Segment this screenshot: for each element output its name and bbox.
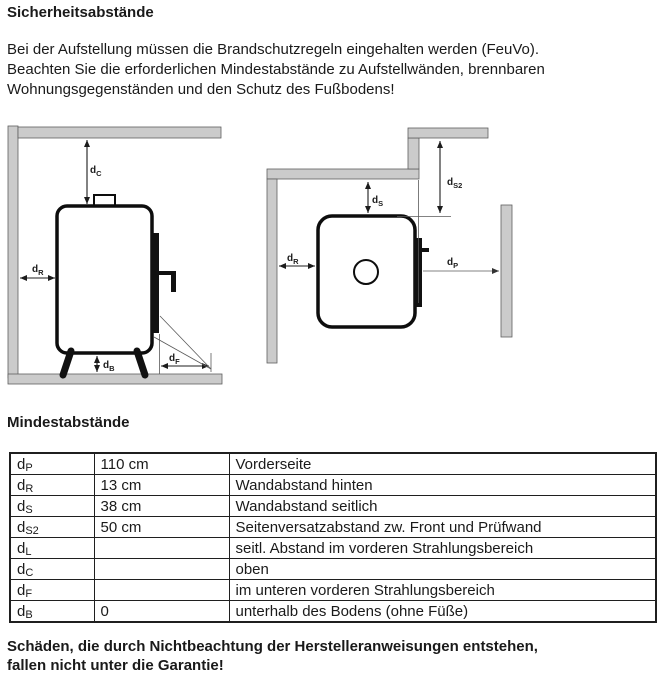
distance-desc-cell: im unteren vorderen Strahlungsbereich — [229, 580, 656, 601]
section-title: Mindestabstände — [7, 414, 130, 431]
diagram-top-view — [267, 128, 512, 363]
top-wall-left — [267, 179, 277, 363]
distance-symbol-cell: $d_F$ — [10, 580, 94, 601]
dim-label-db: $d_B$ — [103, 360, 115, 373]
distance-symbol-cell: $d_S$ — [10, 496, 94, 517]
side-floor — [8, 374, 222, 384]
distance-desc-cell: seitl. Abstand im vorderen Strahlungsbereich — [229, 538, 656, 559]
intro-line-1: Bei der Aufstellung müssen die Brandschutzregeln eingehalten werden (FeuVo). — [7, 41, 539, 58]
table-row — [10, 517, 656, 538]
test-wall-front — [501, 205, 512, 337]
distance-value-cell — [94, 538, 229, 559]
offset-wall-vertical — [408, 138, 419, 169]
warranty-warning-line-2: fallen nicht unter die Garantie! — [7, 657, 224, 674]
warranty-warning — [7, 637, 538, 675]
dim-label-dr-side: $d_R$ — [32, 264, 44, 277]
side-ceiling — [18, 127, 221, 138]
min-distances-table — [9, 452, 657, 623]
distance-value-cell: 0 — [94, 601, 229, 623]
dim-label-df: $d_F$ — [169, 353, 180, 366]
distance-symbol-cell: $d_L$ — [10, 538, 94, 559]
dim-label-ds2: $d_{S2}$ — [447, 177, 463, 190]
distance-value-cell — [94, 559, 229, 580]
intro-line-2: Beachten Sie die erforderlichen Mindestabstände zu Aufstellwänden, brennbaren — [7, 61, 545, 78]
distance-value-cell — [94, 580, 229, 601]
table-row — [10, 496, 656, 517]
table-row — [10, 559, 656, 580]
dim-label-dc: $d_C$ — [90, 165, 102, 178]
table-row — [10, 580, 656, 601]
side-wall-left — [8, 126, 18, 378]
distance-desc-cell: unterhalb des Bodens (ohne Füße) — [229, 601, 656, 623]
distance-value-cell: 50 cm — [94, 517, 229, 538]
radiation-boundary-lower — [154, 337, 211, 369]
intro-line-3: Wohnungsgegenständen und den Schutz des Fußbodens! — [7, 81, 395, 98]
distance-value-cell: 13 cm — [94, 475, 229, 496]
stove-door-top — [414, 238, 422, 307]
door-handle-icon — [171, 271, 176, 292]
stove-leg-left — [63, 351, 71, 375]
warranty-warning-line-1: Schäden, die durch Nichtbeachtung der Herstelleranweisungen entstehen, — [7, 638, 538, 655]
distance-value-cell: 38 cm — [94, 496, 229, 517]
flue-pipe-circle — [354, 260, 378, 284]
distance-desc-cell: Wandabstand seitlich — [229, 496, 656, 517]
stove-side-body — [57, 206, 152, 353]
distance-symbol-cell: $d_R$ — [10, 475, 94, 496]
page-title: Sicherheitsabstände — [7, 4, 154, 21]
door-handle-icon — [421, 248, 429, 252]
distance-desc-cell: Vorderseite — [229, 453, 656, 475]
distance-symbol-cell: $d_B$ — [10, 601, 94, 623]
distance-desc-cell: Seitenversatzabstand zw. Front und Prüfwand — [229, 517, 656, 538]
dim-label-dp: $d_P$ — [447, 257, 459, 270]
dim-label-ds: $d_S$ — [372, 195, 384, 208]
distance-symbol-cell: $d_{S2}$ — [10, 517, 94, 538]
distance-symbol-cell: $d_C$ — [10, 559, 94, 580]
distance-symbol-cell: $d_P$ — [10, 453, 94, 475]
offset-wall-horizontal — [408, 128, 488, 138]
table-row — [10, 475, 656, 496]
distance-desc-cell: Wandabstand hinten — [229, 475, 656, 496]
table-row — [10, 601, 656, 623]
stove-door-side — [151, 233, 159, 333]
diagram-side-view — [8, 126, 222, 384]
table-row — [10, 538, 656, 559]
table-row — [10, 453, 656, 475]
distance-desc-cell: oben — [229, 559, 656, 580]
distance-value-cell: 110 cm — [94, 453, 229, 475]
top-wall-back — [267, 169, 419, 179]
dim-label-dr-top: $d_R$ — [287, 253, 299, 266]
radiation-boundary-upper — [160, 316, 211, 369]
